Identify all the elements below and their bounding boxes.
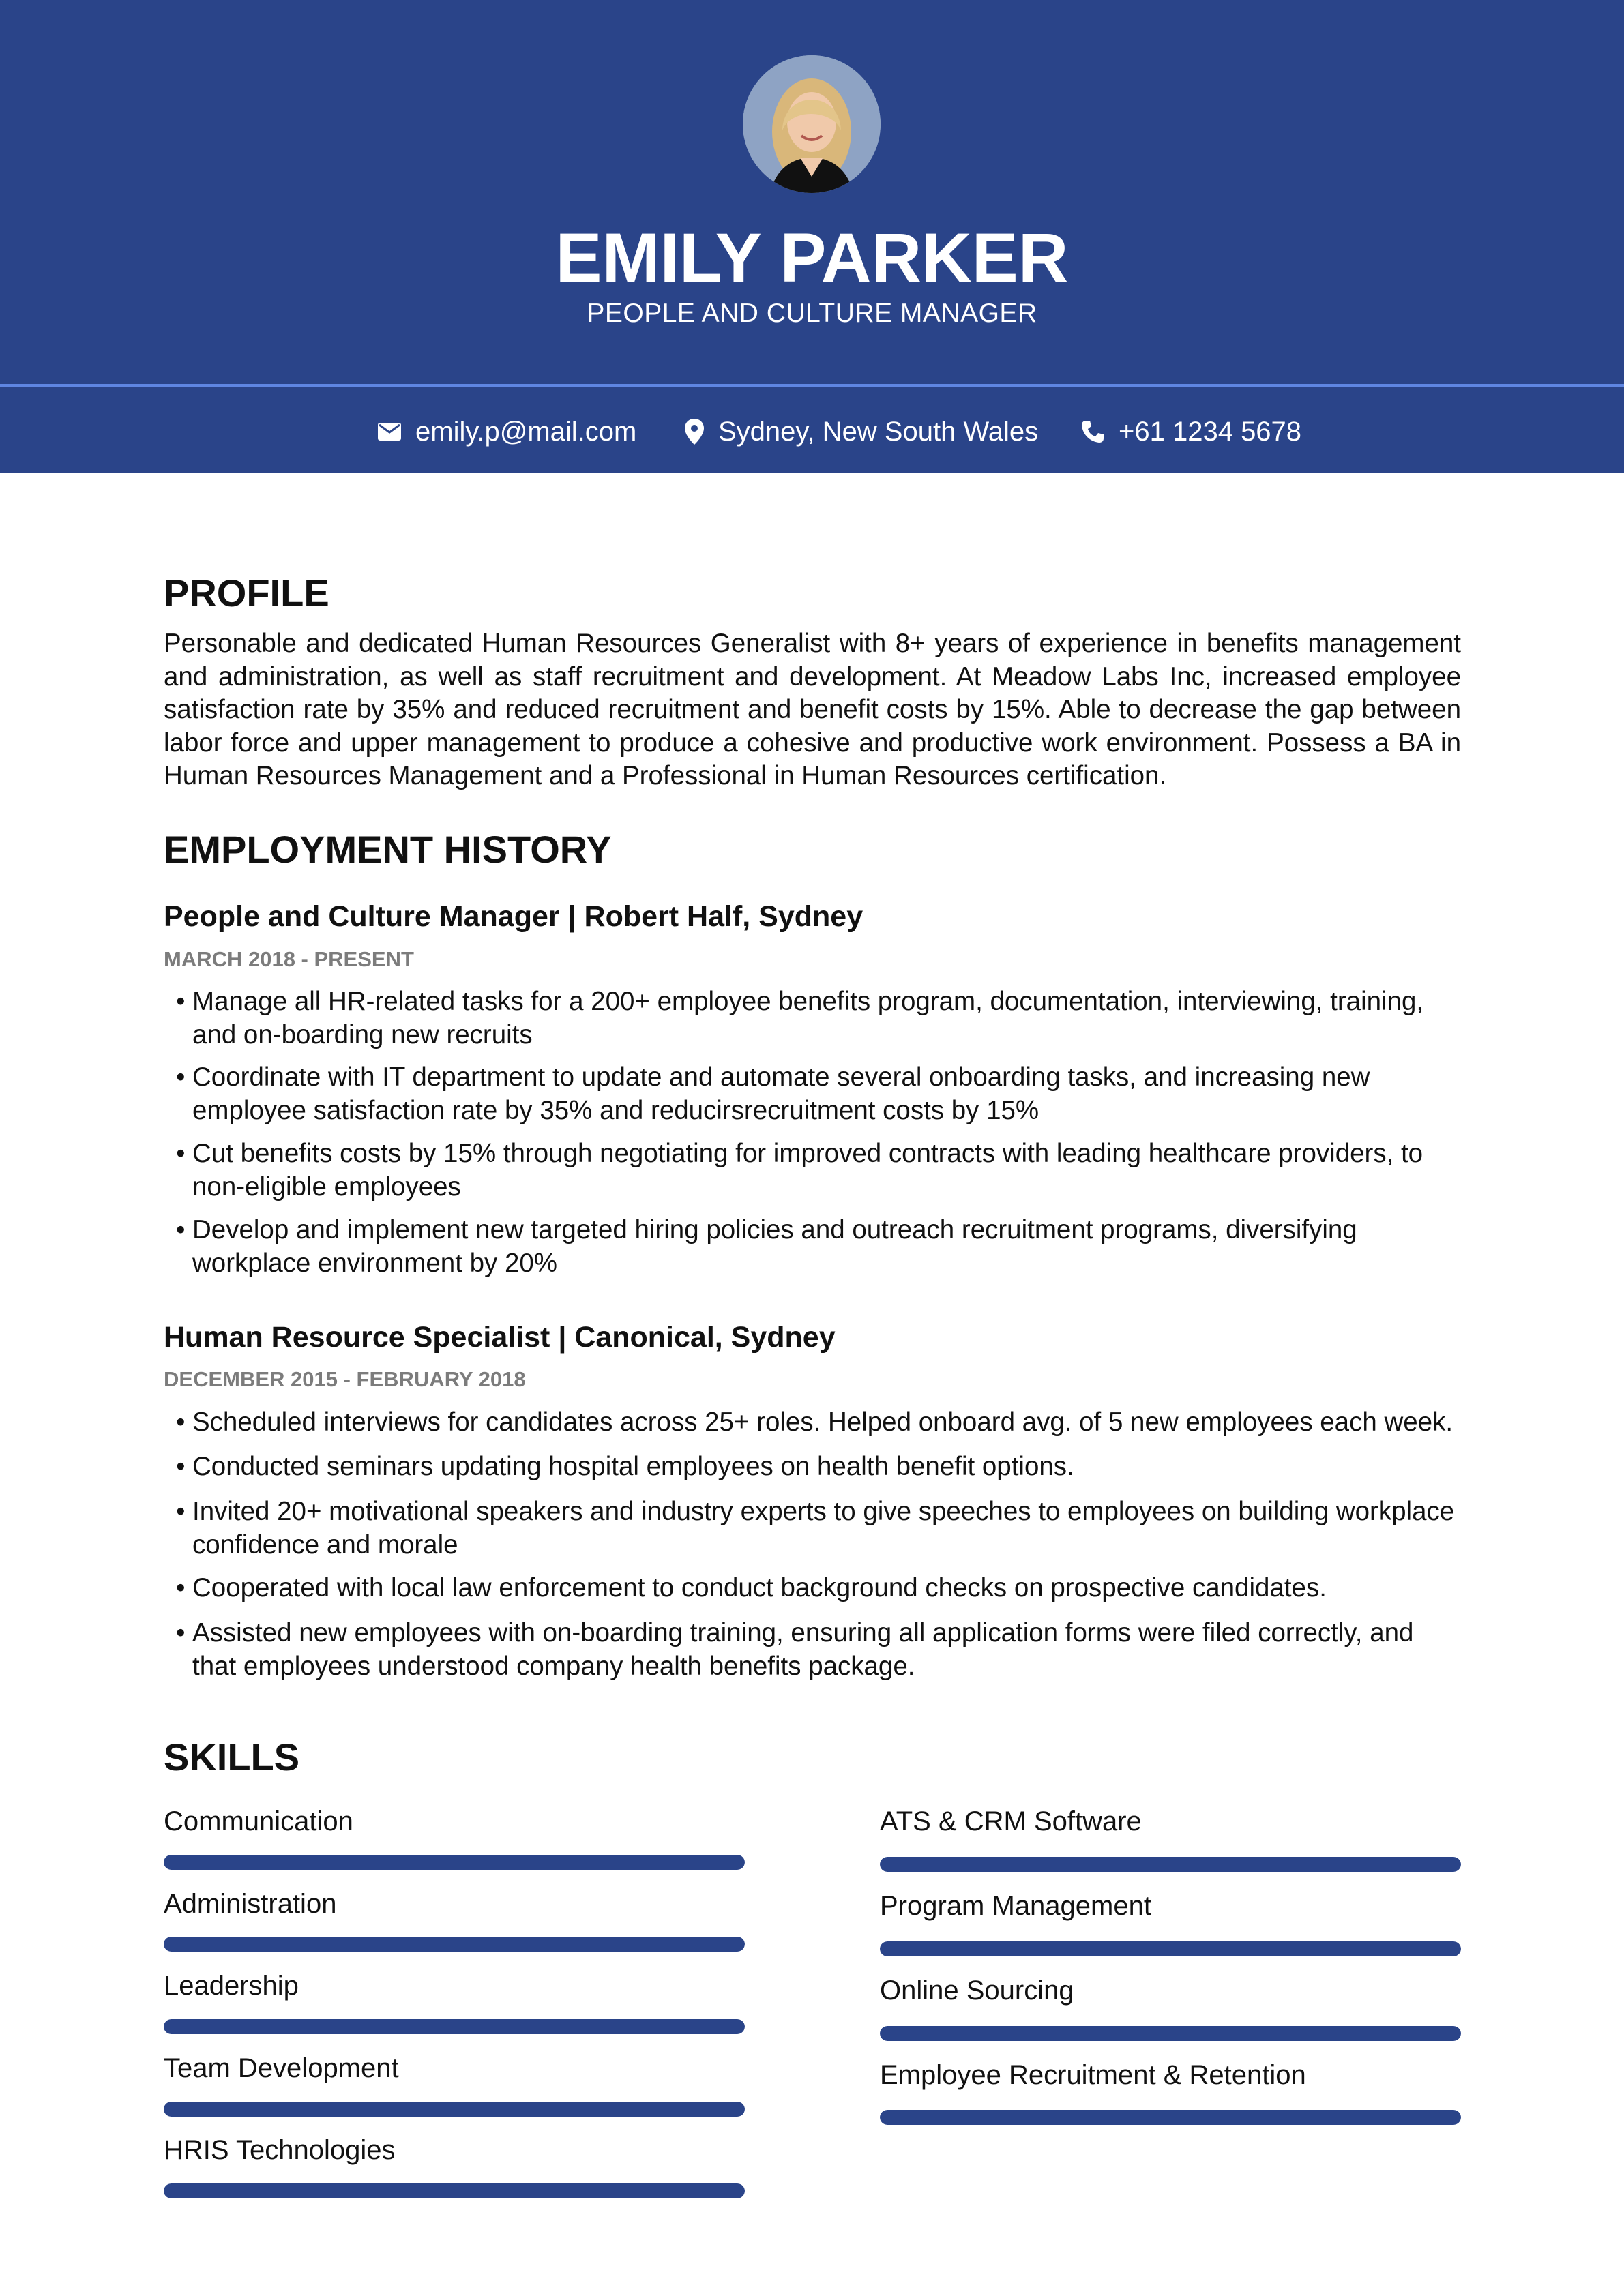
skill-bar (880, 2110, 1461, 2125)
skill-bar-fill (164, 1855, 745, 1870)
bullet-dot-icon: • (176, 1215, 186, 1244)
skill-bar (164, 1855, 745, 1870)
skill-name: Team Development (164, 2053, 399, 2083)
location-pin-icon (684, 418, 705, 445)
phone-text: +61 1234 5678 (1119, 416, 1302, 447)
email-text: emily.p@mail.com (415, 416, 637, 447)
employment-heading: EMPLOYMENT HISTORY (164, 828, 612, 871)
bullet-dot-icon: • (176, 1139, 186, 1168)
skill-name: Employee Recruitment & Retention (880, 2060, 1306, 2090)
avatar (743, 55, 881, 193)
bullet-dot-icon: • (176, 1618, 186, 1648)
bullet-dot-icon: • (176, 1407, 186, 1437)
email-icon (377, 422, 402, 441)
skill-bar (880, 2026, 1461, 2041)
bullet-dot-icon: • (176, 1452, 186, 1481)
portrait-photo (743, 55, 881, 193)
job-title: Human Resource Specialist | Canonical, Sydney (164, 1321, 836, 1354)
list-item: • Conducted seminars updating hospital employees on health benefit options. (192, 1450, 1461, 1484)
bullet-dot-icon: • (176, 987, 186, 1016)
list-item: • Cut benefits costs by 15% through negotiating for improved contracts with leading healthcare providers, to non-eligible employees (176, 1139, 1423, 1202)
skill-name: Administration (164, 1889, 337, 1919)
skill-bar-fill (164, 1937, 745, 1952)
skill-name: Communication (164, 1806, 353, 1836)
bullet-dot-icon: • (176, 1573, 186, 1602)
profile-heading: PROFILE (164, 571, 329, 614)
list-item: • Invited 20+ motivational speakers and industry experts to give speeches to employees on building workplace confidence and morale (176, 1497, 1455, 1560)
contact-email[interactable] (377, 408, 636, 456)
full-name: EMILY PARKER (555, 219, 1069, 297)
skill-bar (880, 1857, 1461, 1872)
skill-bar (164, 1937, 745, 1952)
phone-icon (1080, 419, 1105, 444)
skill-name: HRIS Technologies (164, 2135, 396, 2165)
skill-name: Leadership (164, 1971, 299, 2001)
contact-phone[interactable] (1080, 408, 1301, 456)
skills-heading: SKILLS (164, 1735, 300, 1778)
contact-location (684, 408, 1038, 456)
skill-bar-fill (164, 2183, 745, 2198)
list-item: • Develop and implement new targeted hiring policies and outreach recruitment programs, diversifying workplace environment by 20% (176, 1215, 1357, 1278)
list-item: • Scheduled interviews for candidates across 25+ roles. Helped onboard avg. of 5 new employees each week. (192, 1406, 1461, 1440)
list-item: • Coordinate with IT department to update and automate several onboarding tasks, and increasing new employee satisfaction rate by 35% and reducirsrecruitment costs by 15% (176, 1062, 1370, 1125)
skill-name: Program Management (880, 1891, 1151, 1921)
skill-bar-fill (164, 2019, 745, 2034)
skill-name: Online Sourcing (880, 1976, 1074, 2006)
skill-bar-fill (164, 2102, 745, 2117)
skill-bar (164, 2183, 745, 2198)
skill-bar (164, 2019, 745, 2034)
list-item: • Cooperated with local law enforcement to conduct background checks on prospective candidates. (192, 1572, 1461, 1605)
job-dates: MARCH 2018 - PRESENT (164, 947, 414, 971)
location-text: Sydney, New South Wales (718, 416, 1039, 447)
profile-text: Personable and dedicated Human Resources Generalist with 8+ years of experience in benefits management and administration, as well as staff recruitment and development. At Meadow Labs Inc, increased employee satisfaction rate by 35% and reduced recruitment and benefit costs by 15%. Able to decrease the gap between labor force and upper management to produce a cohesive and productive work environment. Possess a BA in Human Resources Management and a Professional in Human Resources certification. (164, 629, 1461, 790)
skill-bar-fill (880, 1857, 1461, 1872)
job-title-subtitle: PEOPLE AND CULTURE MANAGER (587, 299, 1037, 328)
job-title: People and Culture Manager | Robert Half, Sydney (164, 900, 863, 933)
skill-name: ATS & CRM Software (880, 1806, 1142, 1836)
job-dates: DECEMBER 2015 - FEBRUARY 2018 (164, 1367, 526, 1391)
skill-bar (880, 1941, 1461, 1956)
list-item: • Manage all HR-related tasks for a 200+ employee benefits program, documentation, interviewing, training, and on-boarding new recruits (176, 987, 1424, 1049)
bullet-dot-icon: • (176, 1062, 186, 1092)
header-divider (0, 384, 1624, 387)
skill-bar-fill (880, 2026, 1461, 2041)
header-banner (0, 0, 1624, 473)
bullet-dot-icon: • (176, 1497, 186, 1526)
list-item: • Assisted new employees with on-boarding training, ensuring all application forms were filed correctly, and that employees understood company health benefits package. (176, 1618, 1414, 1681)
skill-bar-fill (880, 2110, 1461, 2125)
skill-bar (164, 2102, 745, 2117)
skill-bar-fill (880, 1941, 1461, 1956)
